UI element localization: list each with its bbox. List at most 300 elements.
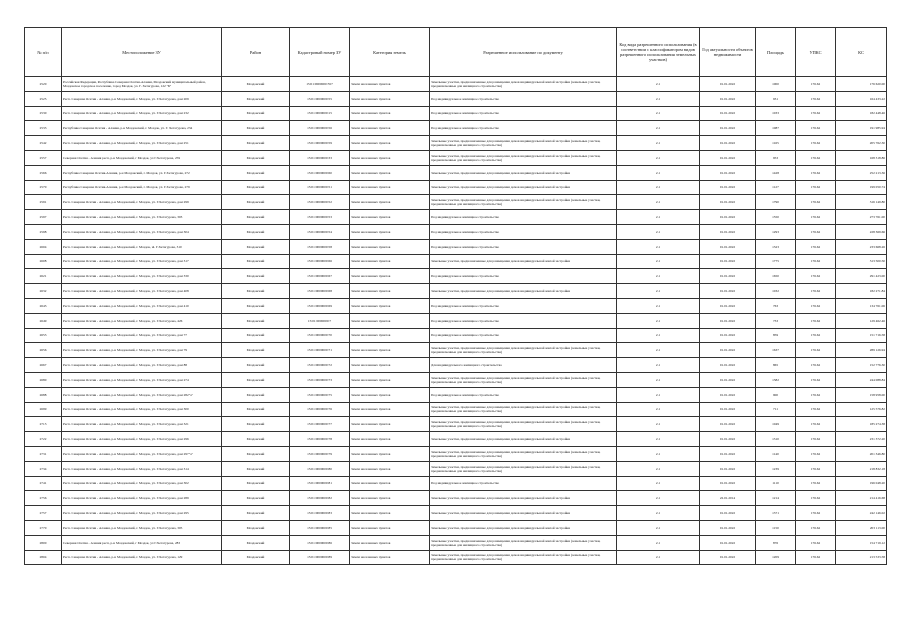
cell-number: 2566 — [25, 165, 62, 180]
cell-area: 1165 — [756, 136, 796, 151]
cell-upks: 176.62 — [796, 343, 836, 358]
cell-upks: 176.62 — [796, 417, 836, 432]
cell-relevance-year: 01.01.2022 — [700, 520, 756, 535]
cell-permitted-use: Земельные участки, предназначенные для размещения домов индивидуальной жилой застройки — [430, 254, 617, 269]
cell-location: Респ. Северная Осетия - Алания, р-н Моздокский, г. Моздок, ул. Г.Хетагурова, дом 297"а" — [62, 446, 222, 461]
cell-cadastral-number: 15:01:0000000:7 — [290, 313, 350, 328]
cell-upks: 176.62 — [796, 506, 836, 521]
cell-cadastral-number: 15:01:0000000:83 — [290, 506, 350, 521]
cell-number: 2800 — [25, 535, 62, 550]
cell-relevance-year: 01.01.2022 — [700, 358, 756, 373]
cell-upks: 176.62 — [796, 224, 836, 239]
cell-relevance-year: 01.01.2022 — [700, 239, 756, 254]
cell-number: 2591 — [25, 195, 62, 210]
cell-use-code: 2.1 — [617, 343, 700, 358]
cell-area: 1032 — [756, 284, 796, 299]
cell-relevance-year: 01.01.2022 — [700, 121, 756, 136]
cell-number: 2804 — [25, 550, 62, 565]
cell-ks: 152 776.30 — [836, 358, 887, 373]
table-row — [25, 298, 887, 313]
cell-ks: 129 462.46 — [836, 313, 887, 328]
cell-number: 2713 — [25, 417, 62, 432]
cell-ks: 168 318.86 — [836, 150, 887, 165]
cell-land-category: Земли населенных пунктов — [350, 387, 430, 402]
cell-location: Респ. Северная Осетия - Алания, р-н Моздокский, г. Моздок, ул. Г.Хетагурова, дом 302 — [62, 476, 222, 491]
cell-location: Респ. Северная Осетия - Алания, р-н Моздокский, г. Моздок, ул. Г.Хетагурова, дом 317 — [62, 254, 222, 269]
cell-ks: 191 985.94 — [836, 121, 887, 136]
cell-location: Северная Осетия - Алания респ, р-н Моздокский, г Моздок, ул Г.Хетагурова, 283 — [62, 535, 222, 550]
cell-ks: 134 761.06 — [836, 298, 887, 313]
cell-land-category: Земли населенных пунктов — [350, 402, 430, 417]
cell-relevance-year: 01.01.2022 — [700, 150, 756, 165]
cell-district: Моздокский — [222, 461, 290, 476]
cell-land-category: Земли населенных пунктов — [350, 121, 430, 136]
cell-number: 2770 — [25, 520, 62, 535]
cell-location: Респ. Северная Осетия - Алания, р-н Моздокский, г. Моздок, ул. Г.Хетагурова, дом 77 — [62, 328, 222, 343]
table-row — [25, 328, 887, 343]
table-row — [25, 136, 887, 151]
cell-ks: 176 620.00 — [836, 77, 887, 92]
cell-permitted-use: Земельные участки, предназначенные для размещения домов индивидуальной жилой застройки (земельные участки, предназначенные для жилищного строительства) — [430, 535, 617, 550]
cell-ks: 313 500.50 — [836, 254, 887, 269]
cell-location: Респ. Северная Осетия - Алания, р-н Моздокский, г. Моздок, ул. Г.Хетагурова, дом 314 — [62, 461, 222, 476]
cell-land-category: Земли населенных пунктов — [350, 550, 430, 565]
cell-ks: 199 050.74 — [836, 180, 887, 195]
cell-district: Моздокский — [222, 372, 290, 387]
cell-ks: 203 113.00 — [836, 520, 887, 535]
cell-location: Российская Федерация, Республика Северная Осетия-Алания, Моздокский муниципальный район, Моздокское городское поселение, город Моздок, ул. Г. Хетагурова, 122 "Б" — [62, 77, 222, 92]
cell-land-category: Земли населенных пунктов — [350, 417, 430, 432]
cell-district: Моздокский — [222, 387, 290, 402]
cell-number: 2621 — [25, 269, 62, 284]
cell-use-code: 2.1 — [617, 269, 700, 284]
cell-area: 1087 — [756, 121, 796, 136]
cell-location: Респ. Северная Осетия - Алания, р-н Моздокский, г. Моздок, ул. Г.Хетагурова, дом 296 — [62, 432, 222, 447]
header-area: Площадь — [756, 28, 796, 77]
cell-cadastral-number: 15:01:0000000:89 — [290, 550, 350, 565]
cell-permitted-use: Под индивидуальное жилищное строительство — [430, 269, 617, 284]
cell-use-code: 2.1 — [617, 358, 700, 373]
cell-use-code: 2.1 — [617, 77, 700, 92]
cell-use-code: 2.1 — [617, 550, 700, 565]
cell-land-category: Земли населенных пунктов — [350, 358, 430, 373]
cell-permitted-use: Под индивидуальное жилищное строительство — [430, 210, 617, 225]
cell-land-category: Земли населенных пунктов — [350, 254, 430, 269]
header-use-code: Код вида разрешенного использования (в соответствии с классификатором видов разрешенного использования земельных участков) — [617, 28, 700, 77]
cell-use-code: 2.1 — [617, 535, 700, 550]
cell-number: 2533 — [25, 121, 62, 136]
cell-number: 2722 — [25, 432, 62, 447]
table-row — [25, 372, 887, 387]
cell-use-code: 2.1 — [617, 254, 700, 269]
table-row — [25, 402, 887, 417]
cell-area: 1775 — [756, 254, 796, 269]
table-row — [25, 165, 887, 180]
cell-area: 1140 — [756, 446, 796, 461]
cell-use-code: 2.1 — [617, 121, 700, 136]
cell-cadastral-number: 15:01:0000000:33 — [290, 150, 350, 165]
cell-permitted-use: Под индивидуальное жилищное строительство — [430, 476, 617, 491]
cell-cadastral-number: 15:01:0000000:70 — [290, 328, 350, 343]
header-location: Местоположение ЗУ — [62, 28, 222, 77]
cell-district: Моздокский — [222, 313, 290, 328]
cell-land-category: Земли населенных пунктов — [350, 328, 430, 343]
table-row — [25, 550, 887, 565]
cell-number: 2632 — [25, 284, 62, 299]
cell-district: Моздокский — [222, 520, 290, 535]
cell-relevance-year: 01.01.2022 — [700, 446, 756, 461]
cell-cadastral-number: 15:01:0000000:51 — [290, 180, 350, 195]
cell-district: Моздокский — [222, 432, 290, 447]
cell-ks: 218 832.18 — [836, 461, 887, 476]
cell-upks: 176.62 — [796, 136, 836, 151]
cell-upks: 176.62 — [796, 180, 836, 195]
table-row — [25, 446, 887, 461]
cell-district: Моздокский — [222, 91, 290, 106]
cell-land-category: Земли населенных пунктов — [350, 91, 430, 106]
cell-district: Моздокский — [222, 210, 290, 225]
cell-land-category: Земли населенных пунктов — [350, 476, 430, 491]
cell-land-category: Земли населенных пунктов — [350, 372, 430, 387]
table-row — [25, 520, 887, 535]
cell-cadastral-number: 15:01:0000000:15 — [290, 106, 350, 121]
cell-location: Респ. Северная Осетия - Алания, р-н Моздокский, г. Моздок, ул. Г.Хетагурова, 129 — [62, 550, 222, 565]
cell-cadastral-number: 15:01:0000000:76 — [290, 402, 350, 417]
cell-district: Моздокский — [222, 535, 290, 550]
cell-district: Моздокский — [222, 106, 290, 121]
cell-permitted-use: Земельные участки, предназначенные для размещения домов индивидуальной жилой застройки — [430, 506, 617, 521]
cell-cadastral-number: 15:01:0000000:79 — [290, 446, 350, 461]
cell-use-code: 2.1 — [617, 180, 700, 195]
table-row — [25, 432, 887, 447]
table-row — [25, 284, 887, 299]
cell-area: 1310 — [756, 432, 796, 447]
cell-relevance-year: 01.01.2022 — [700, 298, 756, 313]
cell-ks: 125 576.82 — [836, 402, 887, 417]
cell-ks: 201 346.80 — [836, 446, 887, 461]
cell-ks: 164 433.22 — [836, 91, 887, 106]
cell-permitted-use: Под индивидуальное жилищное строительство — [430, 121, 617, 136]
cell-ks: 154 719.12 — [836, 535, 887, 550]
cell-cadastral-number: 15:01:0000000:73 — [290, 372, 350, 387]
header-cadastral-number: Кадастровый номер ЗУ — [290, 28, 350, 77]
cell-number: 2649 — [25, 313, 62, 328]
cell-location: Республика Северная Осетия-Алания, р-н Моздокский, г. Моздок, ул. Г.Хетагурова, 279 — [62, 180, 222, 195]
table-row — [25, 476, 887, 491]
cell-district: Моздокский — [222, 165, 290, 180]
cell-district: Моздокский — [222, 121, 290, 136]
cell-cadastral-number: 15:01:0000000:55 — [290, 91, 350, 106]
table-row — [25, 491, 887, 506]
cell-permitted-use: Земельные участки, предназначенные для размещения домов индивидуальной жилой застройки (земельные участки, предназначенные для жилищного строительства) — [430, 402, 617, 417]
cell-land-category: Земли населенных пунктов — [350, 210, 430, 225]
cell-land-category: Земли населенных пунктов — [350, 239, 430, 254]
cell-district: Моздокский — [222, 328, 290, 343]
cell-area: 931 — [756, 91, 796, 106]
cell-cadastral-number: 15:01:0000000:72 — [290, 358, 350, 373]
header-upks: УПКС — [796, 28, 836, 77]
table-row — [25, 387, 887, 402]
table-row — [25, 313, 887, 328]
cell-number: 2731 — [25, 446, 62, 461]
cell-upks: 176.62 — [796, 298, 836, 313]
cell-land-category: Земли населенных пунктов — [350, 180, 430, 195]
cell-area: 1382 — [756, 372, 796, 387]
cell-number: 2656 — [25, 343, 62, 358]
cell-number: 2699 — [25, 402, 62, 417]
table-row — [25, 358, 887, 373]
cell-permitted-use: Земельные участки, предназначенные для размещения домов индивидуальной жилой застройки (земельные участки, предназначенные для жилищного строительства) — [430, 550, 617, 565]
cell-area: 1323 — [756, 239, 796, 254]
cell-area: 1650 — [756, 269, 796, 284]
table-row — [25, 106, 887, 121]
cell-district: Моздокский — [222, 446, 290, 461]
cell-number: 2570 — [25, 180, 62, 195]
cell-ks: 316 149.80 — [836, 195, 887, 210]
cell-upks: 176.62 — [796, 387, 836, 402]
cell-use-code: 2.1 — [617, 506, 700, 521]
cell-area: 1293 — [756, 224, 796, 239]
cell-relevance-year: 01.01.2022 — [700, 461, 756, 476]
cell-relevance-year: 01.01.2022 — [700, 535, 756, 550]
cell-ks: 228 369.66 — [836, 224, 887, 239]
cell-use-code: 2.1 — [617, 402, 700, 417]
cell-number: 2756 — [25, 491, 62, 506]
cell-district: Моздокский — [222, 136, 290, 151]
cell-location: Респ. Северная Осетия - Алания, р-н Моздокский, г. Моздок, ul. Г.Хетагурова, 310 — [62, 239, 222, 254]
cell-relevance-year: 01.01.2022 — [700, 432, 756, 447]
cell-number: 2557 — [25, 150, 62, 165]
cell-number: 2688 — [25, 387, 62, 402]
cell-upks: 176.62 — [796, 520, 836, 535]
cell-district: Моздокский — [222, 476, 290, 491]
document-page — [24, 27, 886, 565]
cell-use-code: 2.1 — [617, 313, 700, 328]
cell-permitted-use: Земельные участки, предназначенные для размещения домов индивидуальной жилой застройки (земельные участки, предназначенные для жилищного строительства) — [430, 417, 617, 432]
cell-area: 876 — [756, 535, 796, 550]
cell-permitted-use: Под индивидуальное жилищное строительство — [430, 387, 617, 402]
cell-land-category: Земли населенных пунктов — [350, 298, 430, 313]
cell-number: 2680 — [25, 372, 62, 387]
cell-cadastral-number: 15:01:0000000:58 — [290, 239, 350, 254]
cell-permitted-use: Земельные участки, предназначенные для размещения домов индивидуальной жилой застройки — [430, 165, 617, 180]
cell-district: Моздокский — [222, 77, 290, 92]
cell-use-code: 2.1 — [617, 298, 700, 313]
cell-permitted-use: Под индивидуальное жилищное строительство — [430, 328, 617, 343]
cell-use-code: 2.1 — [617, 328, 700, 343]
cell-relevance-year: 01.01.2022 — [700, 476, 756, 491]
cell-upks: 176.62 — [796, 284, 836, 299]
cell-district: Моздокский — [222, 550, 290, 565]
cell-land-category: Земли населенных пунктов — [350, 77, 430, 92]
table-row — [25, 150, 887, 165]
cell-number: 2741 — [25, 476, 62, 491]
cell-ks: 185 274.38 — [836, 417, 887, 432]
cell-land-category: Земли населенных пунктов — [350, 284, 430, 299]
cell-use-code: 2.1 — [617, 476, 700, 491]
cell-relevance-year: 01.01.2022 — [700, 254, 756, 269]
table-row — [25, 77, 887, 92]
cell-area: 1127 — [756, 180, 796, 195]
cell-relevance-year: 01.01.2022 — [700, 313, 756, 328]
cell-location: Респ. Северная Осетия - Алания, р-н Моздокский, г. Моздок, ул. Г.Хетагурова, дом 79 — [62, 343, 222, 358]
cell-upks: 176.62 — [796, 535, 836, 550]
cell-area: 1790 — [756, 195, 796, 210]
cell-location: Респ. Северная Осетия - Алания, р-н Моздокский, г. Моздок, ул. Г.Хетагурова, 426 — [62, 313, 222, 328]
cell-district: Моздокский — [222, 239, 290, 254]
cell-ks: 233 668.26 — [836, 239, 887, 254]
cell-use-code: 2.1 — [617, 417, 700, 432]
cell-use-code: 2.1 — [617, 520, 700, 535]
cell-use-code: 2.1 — [617, 195, 700, 210]
cell-use-code: 2.1 — [617, 372, 700, 387]
cell-permitted-use: Под индивидуальное жилищное строительство — [430, 239, 617, 254]
table-row — [25, 269, 887, 284]
table-row — [25, 343, 887, 358]
cell-upks: 176.62 — [796, 195, 836, 210]
cell-location: Респ. Северная Осетия - Алания, р-н Моздокский, г. Моздок, ул. Г.Хетагурова, дом 232 — [62, 106, 222, 121]
cell-cadastral-number: 15:01:0000000:66 — [290, 254, 350, 269]
cell-upks: 176.62 — [796, 77, 836, 92]
cell-upks: 176.62 — [796, 446, 836, 461]
table-row — [25, 121, 887, 136]
cell-location: Респ. Северная Осетия - Алания, р-н Моздокский, г. Моздок, ул. Г.Хетагурова, дом 304 — [62, 224, 222, 239]
cell-upks: 176.62 — [796, 91, 836, 106]
cell-area: 1371 — [756, 506, 796, 521]
cell-location: Респ. Северная Осетия - Алания, р-н Моздокский, г. Моздок, ул. Г.Хетагурова, дом 300 — [62, 402, 222, 417]
cell-land-category: Земли населенных пунктов — [350, 195, 430, 210]
cell-use-code: 2.1 — [617, 106, 700, 121]
cell-area: 1239 — [756, 461, 796, 476]
cell-district: Моздокский — [222, 150, 290, 165]
header-number: № п/п — [25, 28, 62, 77]
cell-upks: 176.62 — [796, 476, 836, 491]
cell-permitted-use: Под индивидуальное жилищное строительство — [430, 313, 617, 328]
cell-upks: 176.62 — [796, 358, 836, 373]
cell-relevance-year: 01.01.2022 — [700, 402, 756, 417]
cell-area: 1049 — [756, 417, 796, 432]
cell-relevance-year: 01.01.2022 — [700, 550, 756, 565]
cell-number: 2608 — [25, 254, 62, 269]
cell-relevance-year: 01.01.2022 — [700, 77, 756, 92]
cell-land-category: Земли населенных пунктов — [350, 269, 430, 284]
cell-permitted-use: Земельные участки, предназначенные для размещения домов индивидуальной жилой застройки — [430, 180, 617, 195]
cell-relevance-year: 01.01.2022 — [700, 387, 756, 402]
cell-location: Респ. Северная Осетия - Алания, р-н Моздокский, г. Моздок, ул. Г.Хетагурова, дом 299 — [62, 195, 222, 210]
cell-use-code: 2.1 — [617, 91, 700, 106]
cell-upks: 176.62 — [796, 150, 836, 165]
cell-upks: 176.62 — [796, 106, 836, 121]
cell-district: Моздокский — [222, 195, 290, 210]
cell-cadastral-number: 15:01:0000000:67 — [290, 269, 350, 284]
cell-area: 1550 — [756, 210, 796, 225]
cell-area: 1637 — [756, 343, 796, 358]
cell-location: Респ. Северная Осетия - Алания, р-н Моздокский, г. Моздок, ул. Г.Хетагурова, дом 330 — [62, 269, 222, 284]
cell-relevance-year: 22.01.2014 — [700, 491, 756, 506]
cadastral-table — [24, 27, 887, 565]
cell-cadastral-number: 15:01:0000000:77 — [290, 417, 350, 432]
cell-district: Моздокский — [222, 284, 290, 299]
cell-upks: 176.62 — [796, 165, 836, 180]
cell-use-code: 2.1 — [617, 461, 700, 476]
cell-relevance-year: 01.01.2022 — [700, 328, 756, 343]
cell-cadastral-number: 15:01:0000000:85 — [290, 520, 350, 535]
cell-cadastral-number: 15:01:0000000:56 — [290, 121, 350, 136]
cell-permitted-use: Земельные участки, предназначенные для размещения домов индивидуальной жилой застройки (земельные участки, предназначенные для жилищного строительства) — [430, 195, 617, 210]
cell-permitted-use: Земельные участки, предназначенные для размещения домов индивидуальной жилой застройки (земельные участки, предназначенные для жилищного строительства) — [430, 461, 617, 476]
cell-area: 1033 — [756, 106, 796, 121]
cell-upks: 176.62 — [796, 239, 836, 254]
table-row — [25, 180, 887, 195]
cell-cadastral-number: 15:01:0000000:78 — [290, 432, 350, 447]
cell-relevance-year: 01.01.2022 — [700, 165, 756, 180]
cell-relevance-year: 01.01.2022 — [700, 195, 756, 210]
cell-ks: 205 762.30 — [836, 136, 887, 151]
cell-permitted-use: Земельные участки, предназначенные для размещения домов индивидуальной жилой застройки (земельные участки, предназначенные для жилищного строительства) — [430, 136, 617, 151]
cell-number: 2597 — [25, 210, 62, 225]
cell-location: Республика Северная Осетия - Алания, р-н Моздокский, г. Моздок, ул. Г. Хетагурова, 234 — [62, 121, 222, 136]
header-land-category: Категория земель — [350, 28, 430, 77]
cell-number: 2757 — [25, 506, 62, 521]
cell-number: 2525 — [25, 91, 62, 106]
header-district: Район — [222, 28, 290, 77]
cell-cadastral-number: 15:01:0000000:82 — [290, 491, 350, 506]
header-permitted-use: Разрешенное использование по документу — [430, 28, 617, 77]
cell-cadastral-number: 15:01:0000000:69 — [290, 298, 350, 313]
cell-use-code: 2.1 — [617, 284, 700, 299]
cell-location: Респ. Северная Осетия - Алания, р-н Моздокский, г. Моздок, ул. Г.Хетагурова, дом 282"а" — [62, 387, 222, 402]
cell-relevance-year: 01.01.2022 — [700, 506, 756, 521]
cell-ks: 158 958.00 — [836, 387, 887, 402]
cell-upks: 176.62 — [796, 269, 836, 284]
cell-upks: 176.62 — [796, 432, 836, 447]
cell-land-category: Земли населенных пунктов — [350, 224, 430, 239]
cell-permitted-use: Под индивидуальное жилищное строительство — [430, 298, 617, 313]
cell-permitted-use: Земельные участки, предназначенные для размещения домов индивидуальной жилой застройки (земельные участки, предназначенные для жилищного строительства) — [430, 446, 617, 461]
cell-permitted-use: Земельные участки, предназначенные для размещения домов индивидуальной жилой застройки — [430, 432, 617, 447]
cell-area: 1000 — [756, 77, 796, 92]
cell-cadastral-number: 15:01:0000000:75 — [290, 387, 350, 402]
cell-permitted-use: Земельные участки, предназначенные для размещения домов индивидуальной жилой застройки — [430, 284, 617, 299]
cell-upks: 176.62 — [796, 254, 836, 269]
table-row — [25, 91, 887, 106]
cell-district: Моздокский — [222, 506, 290, 521]
cell-cadastral-number: 15:01:0000000:71 — [290, 343, 350, 358]
cell-cadastral-number: 15:01:0000000:80 — [290, 461, 350, 476]
cell-ks: 196 048.20 — [836, 476, 887, 491]
cell-upks: 176.62 — [796, 328, 836, 343]
cell-ks: 182 271.84 — [836, 284, 887, 299]
cell-use-code: 2.1 — [617, 491, 700, 506]
cell-location: Респ. Северная Осетия - Алания, р-н Моздокский, г. Моздок, ул. Г.Хетагурова, дом 88 — [62, 358, 222, 373]
cell-cadastral-number: 15:01:0000000:60 — [290, 165, 350, 180]
cell-ks: 273 761.00 — [836, 210, 887, 225]
cell-district: Моздокский — [222, 417, 290, 432]
cell-number: 2653 — [25, 328, 62, 343]
cell-land-category: Земли населенных пунктов — [350, 446, 430, 461]
table-row — [25, 224, 887, 239]
cell-land-category: Земли населенных пунктов — [350, 491, 430, 506]
cell-upks: 176.62 — [796, 121, 836, 136]
cell-ks: 244 088.84 — [836, 372, 887, 387]
cell-permitted-use: Под индивидуальное жилищное строительство — [430, 224, 617, 239]
cell-land-category: Земли населенных пунктов — [350, 432, 430, 447]
cell-land-category: Земли населенных пунктов — [350, 106, 430, 121]
cell-area: 1214 — [756, 491, 796, 506]
cell-area: 763 — [756, 298, 796, 313]
cell-land-category: Земли населенных пунктов — [350, 136, 430, 151]
cell-use-code: 2.1 — [617, 165, 700, 180]
